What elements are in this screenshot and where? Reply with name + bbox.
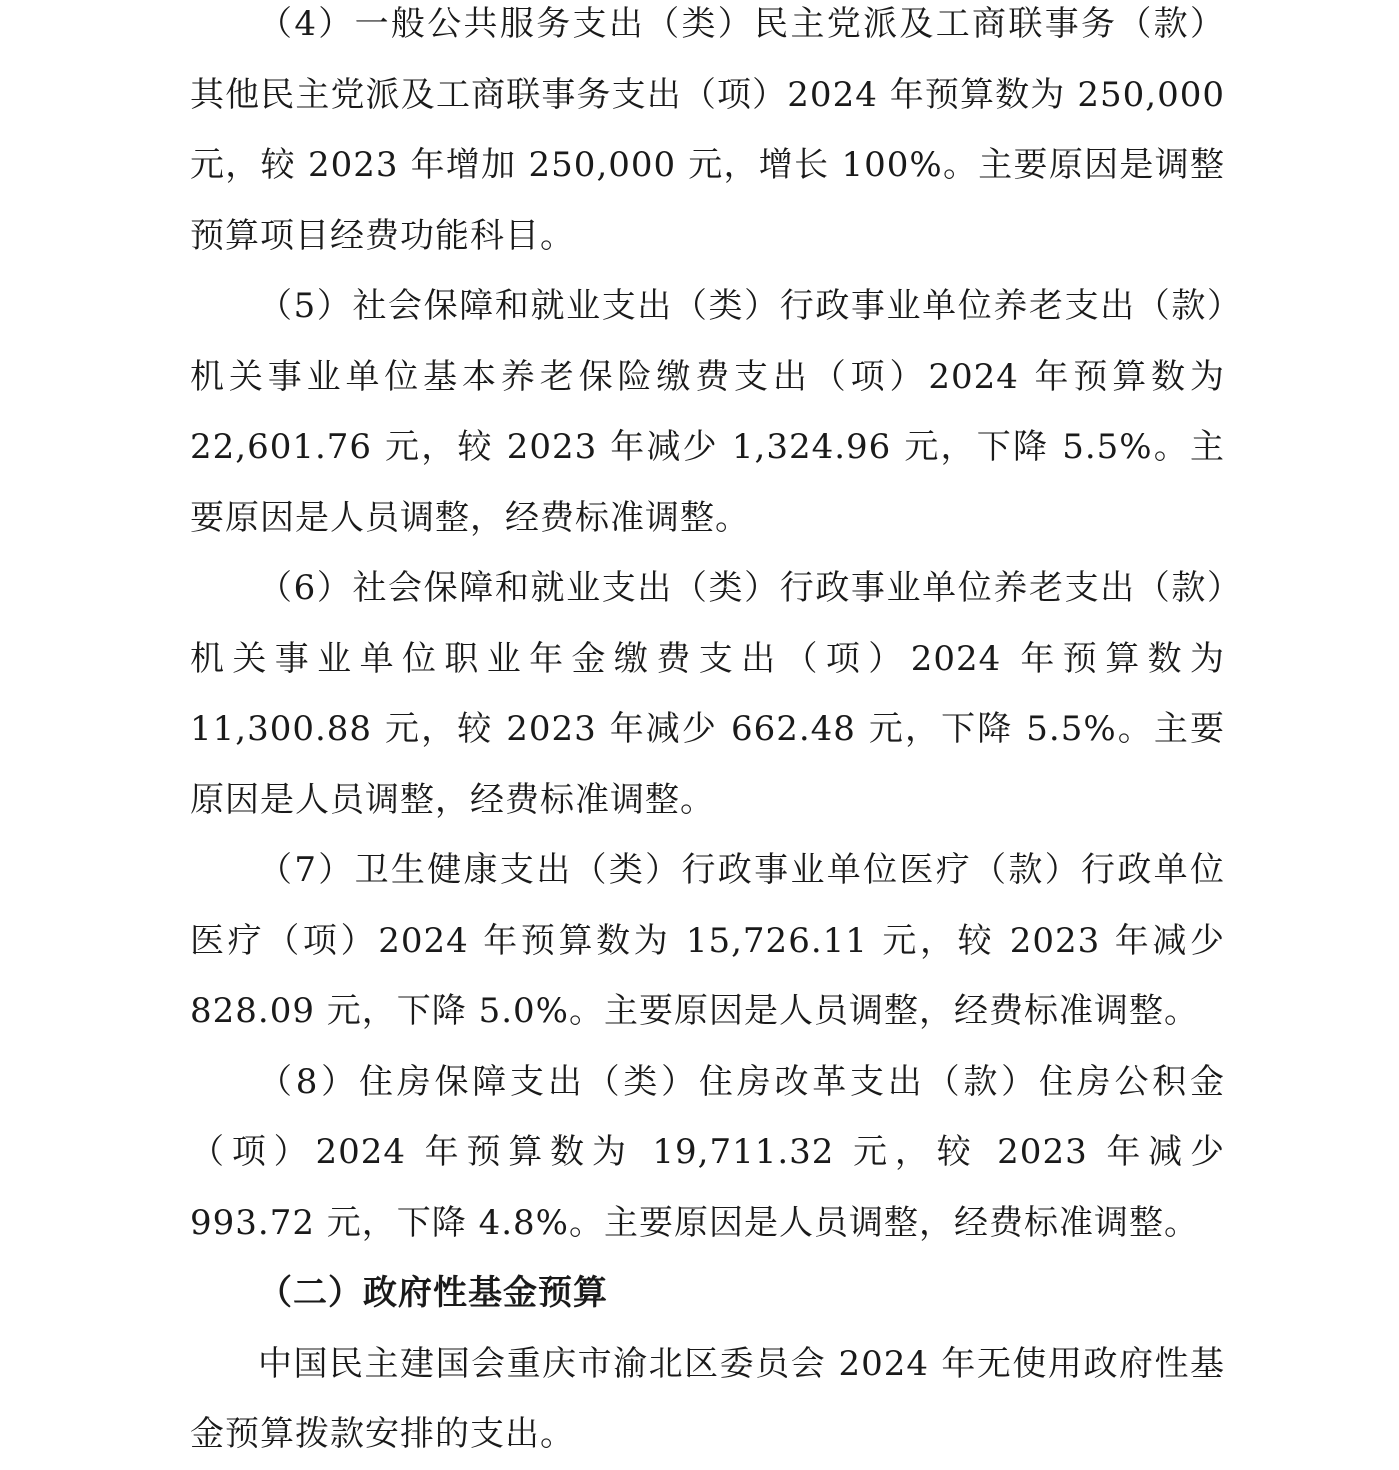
- paragraph-item-4: （4）一般公共服务支出（类）民主党派及工商联事务（款）其他民主党派及工商联事务支出（项）2024 年预算数为 250,000 元，较 2023 年增加 250,000 元，增长 100%。主要原因是调整预算项目经费功能科目。: [190, 4, 1225, 256]
- document-page: [190, 0, 1225, 1470]
- paragraph-item-7: （7）卫生健康支出（类）行政事业单位医疗（款）行政单位医疗（项）2024 年预算数为 15,726.11 元，较 2023 年减少 828.09 元，下降 5.0%。主要原因是人员调整，经费标准调整。: [190, 850, 1225, 1031]
- paragraph-item-8: （8）住房保障支出（类）住房改革支出（款）住房公积金（项）2024 年预算数为 19,711.32 元，较 2023 年减少 993.72 元，下降 4.8%。主要原因是人员调整，经费标准调整。: [190, 1061, 1225, 1243]
- paragraph-item-6: （6）社会保障和就业支出（类）行政事业单位养老支出（款）机关事业单位职业年金缴费支出（项）2024 年预算数为 11,300.88 元，较 2023 年减少 662.48 元，下降 5.5%。主要原因是人员调整，经费标准调整。: [190, 568, 1225, 820]
- section-heading-government-fund: （二）政府性基金预算: [258, 1273, 608, 1313]
- paragraph-item-5: （5）社会保障和就业支出（类）行政事业单位养老支出（款）机关事业单位基本养老保险缴费支出（项）2024 年预算数为 22,601.76 元，较 2023 年减少 1,324.96 元，下降 5.5%。主要原因是人员调整，经费标准调整。: [190, 286, 1225, 538]
- closing-paragraph: 中国民主建国会重庆市渝北区委员会 2024 年无使用政府性基金预算拨款安排的支出。: [190, 1343, 1225, 1454]
